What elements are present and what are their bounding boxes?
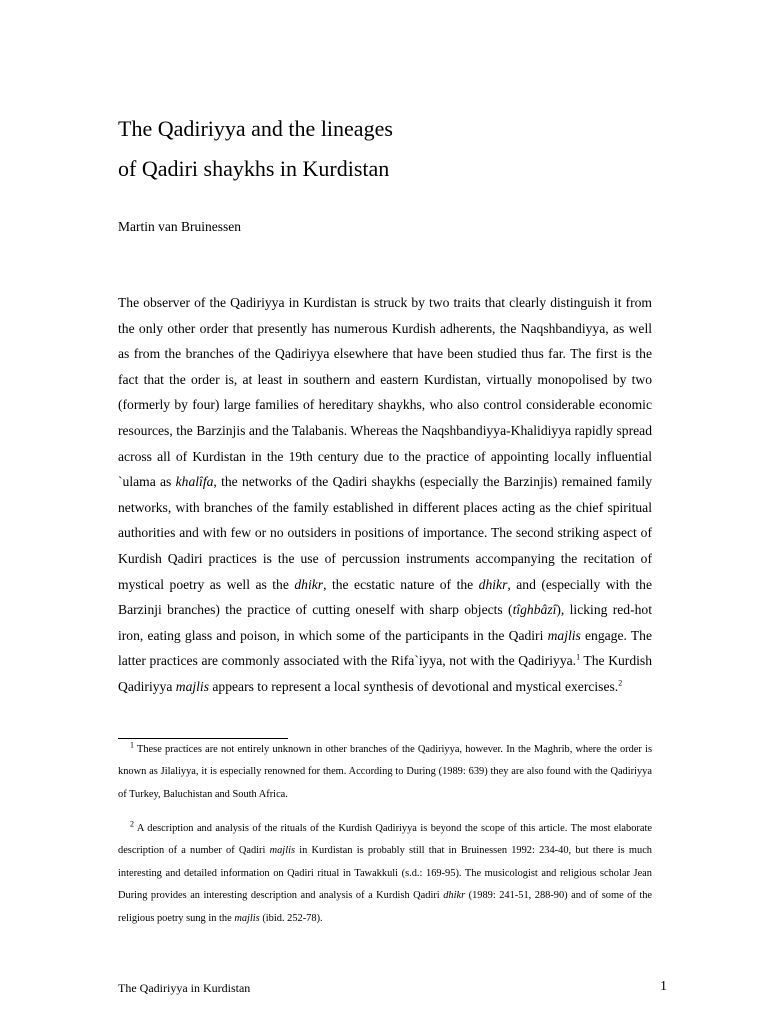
body-text-segment: The observer of the Qadiriyya in Kurdistan is struck by two traits that clearly distinguish it from the only other order that presently has numerous Kurdish adherents, the Naqshbandiyya, as well as from the branches of the Qadiriyya elsewhere that have been studied thus far. The first is the fact that the order is, at least in southern and eastern Kurdistan, virtually monopolised by two (formerly by four) large families of hereditary shaykhs, who also control considerable economic resources, the Barzinjis and the Talabanis. Whereas the Naqshbandiyya-Khalidiyya rapidly spread across all of Kurdistan in the 19th century due to the practice of appointing locally influential `ulama as xyxy=(118,295,652,490)
term-dhikr: dhikr xyxy=(294,576,324,592)
body-text-segment: , the networks of the Qadiri shaykhs (especially the Barzinjis) remained family networks, with branches of the family established in different places acting as the chief spiritual authorities and with few or no outsiders in positions of importance. The second striking aspect of Kurdish Qadiri practices is the use of percussion instruments accompanying the recitation of mystical poetry as well as the xyxy=(118,474,652,592)
term-tighbazi: tîghbâzî xyxy=(512,602,557,618)
footnote-1 xyxy=(118,739,652,806)
page-number: 1 xyxy=(660,979,667,994)
term-dhikr: dhikr xyxy=(478,576,508,592)
term-majlis: majlis xyxy=(547,627,581,643)
body-text-segment: engage. The latter practices are commonly associated with the Rifa`iyya, not with the Qadiriyya. xyxy=(118,627,652,669)
title-line-1: The Qadiriyya and the lineages xyxy=(118,116,393,141)
footnote-text-segment: A description and analysis of the rituals of the Kurdish Qadiriyya is beyond the scope of this article. The most elaborate description of a number of Qadiri xyxy=(118,823,652,857)
author-name: Martin van Bruinessen xyxy=(118,219,241,234)
footnote-text-segment: in Kurdistan is probably still that in Bruinessen 1992: 234-40, but there is much interesting and detailed information on Qadiri ritual in Tawakkuli (s.d.: 169-95). The musicologist and religious scholar Jean During provides an interesting description and analysis of a Kurdish Qadiri xyxy=(118,845,652,902)
term-majlis: majlis xyxy=(234,912,260,924)
body-text-segment: ), licking red-hot iron, eating glass and poison, in which some of the participants in the Qadiri xyxy=(118,602,652,643)
footnote-1-text: These practices are not entirely unknown in other branches of the Qadiriyya, however. In the Maghrib, where the order is known as Jilaliyya, it is especially renowned for them. According to During (1989: 639) they are also found with the Qadiriyya of Turkey, Baluchistan and South Africa. xyxy=(118,744,652,800)
body-text-segment: appears to represent a local synthesis of devotional and mystical exercises. xyxy=(209,678,619,694)
term-majlis: majlis xyxy=(175,678,209,694)
body-text-segment: , and (especially with the Barzinji branches) the practice of cutting oneself with sharp objects ( xyxy=(118,576,652,618)
footnote-text-segment: (ibid. 252-78). xyxy=(259,912,323,924)
term-dhikr: dhikr xyxy=(443,890,466,902)
footnote-ref-1[interactable]: 1 xyxy=(576,652,581,662)
footnote-1-number: 1 xyxy=(130,740,134,750)
title-line-2: of Qadiri shaykhs in Kurdistan xyxy=(118,156,390,181)
paper-title xyxy=(118,109,393,189)
footnote-ref-2[interactable]: 2 xyxy=(618,678,623,688)
body-paragraph xyxy=(118,290,652,700)
footnote-2-number: 2 xyxy=(130,819,134,829)
body-text-segment: The Kurdish Qadiriyya xyxy=(118,653,652,694)
term-khalifa: khalîfa xyxy=(175,474,214,490)
footnote-text-segment: (1989: 241-51, 288-90) and of some of the religious poetry sung in the xyxy=(118,890,653,924)
body-text-segment: , the ecstatic nature of the xyxy=(323,576,479,592)
footnote-2 xyxy=(118,818,652,930)
running-footer-title: The Qadiriyya in Kurdistan xyxy=(118,981,251,995)
term-majlis: majlis xyxy=(269,845,296,857)
